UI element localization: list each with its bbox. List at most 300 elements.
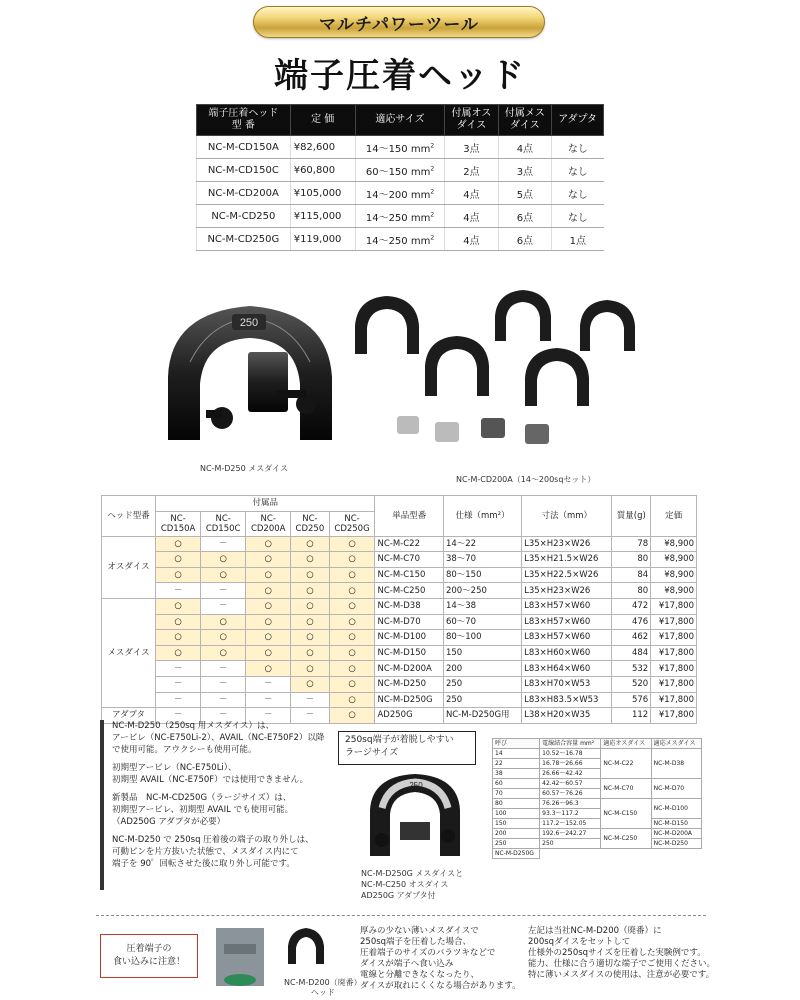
price-cell-text: 14～150 mm xyxy=(365,143,431,155)
price-cell-text: 6点 xyxy=(516,212,534,224)
fit-mark: ○ xyxy=(246,567,291,583)
photo-caption-right: NC-M-CD200A（14～200sqセット） xyxy=(456,475,596,484)
note-line: NC-M-D250（250sq 用メスダイス）は、 xyxy=(112,721,275,731)
price-cell-model xyxy=(197,136,291,159)
size-row xyxy=(493,829,702,839)
head-model-col: NC- CD150C xyxy=(201,511,246,536)
head-model-col: NC- CD200A xyxy=(246,511,291,536)
size-col-header: 適応オスダイス xyxy=(601,739,651,749)
fit-mark: ○ xyxy=(246,583,291,599)
fit-mark: ○ xyxy=(201,552,246,568)
example-text-line: 仕様外の250sqサイズを圧着した実験例です。 xyxy=(528,948,706,958)
price-cell-price xyxy=(290,205,355,228)
parts-col-header: 仕様（mm²） xyxy=(443,496,521,537)
parts-row xyxy=(102,661,697,677)
fit-mark: － xyxy=(201,708,246,724)
fit-mark: － xyxy=(156,661,201,677)
price-cell-model xyxy=(197,182,291,205)
size-capacity: 10.52～16.78 xyxy=(540,749,601,759)
parts-cell-part: NC-M-D70 xyxy=(375,614,443,630)
fit-mark: ○ xyxy=(246,645,291,661)
size-capacity: 250 xyxy=(540,839,601,849)
price-cell-adapter xyxy=(552,159,604,182)
parts-cell-mass: 532 xyxy=(612,661,651,677)
fit-mark: － xyxy=(291,708,329,724)
price-cell-size xyxy=(355,182,445,205)
price-cell-female xyxy=(498,136,551,159)
price-cell-male xyxy=(445,136,498,159)
parts-row xyxy=(102,598,697,614)
price-cell-text: 4点 xyxy=(516,143,534,155)
price-cell-text: 14～250 mm xyxy=(365,235,431,247)
price-row xyxy=(197,205,604,228)
warning-text-line: ダイスが端子へ食い込み xyxy=(360,959,454,969)
price-cell-size xyxy=(355,228,445,251)
parts-cell-spec: 250 xyxy=(443,676,521,692)
price-row xyxy=(197,228,604,251)
price-cell-text: 5点 xyxy=(516,189,534,201)
parts-row xyxy=(102,536,697,552)
compatibility-notes xyxy=(100,720,330,890)
price-cell-text: なし xyxy=(567,166,588,178)
die-size-label: 250 xyxy=(239,317,259,329)
fit-mark: ○ xyxy=(329,536,375,552)
fit-mark: ○ xyxy=(329,614,375,630)
price-cell-text: NC-M-CD200A xyxy=(207,187,279,199)
fit-mark: － xyxy=(201,536,246,552)
size-row xyxy=(493,819,702,829)
warning-text-line: 圧着端子のサイズのバラツキなどで xyxy=(360,948,496,958)
fit-mark: ○ xyxy=(156,552,201,568)
size-row xyxy=(493,749,702,759)
parts-cell-price: ¥8,900 xyxy=(651,583,697,599)
parts-col-header: 定価 xyxy=(651,496,697,537)
parts-cell-dim: L83×H83.5×W53 xyxy=(522,692,612,708)
parts-cell-dim: L35×H23×W26 xyxy=(522,536,612,552)
warning-text-line: ダイスが取れにくくなる場合があります。 xyxy=(360,981,521,991)
parts-row xyxy=(102,692,697,708)
price-cell-adapter xyxy=(552,182,604,205)
size-name: 38 xyxy=(493,769,540,779)
unit-superscript: 2 xyxy=(430,211,435,219)
parts-cell-price: ¥17,800 xyxy=(651,645,697,661)
fit-mark: ○ xyxy=(291,598,329,614)
example-text-line: 特に薄いメスダイスの使用は、注意が必要です。 xyxy=(528,970,715,980)
price-cell-female xyxy=(498,159,551,182)
parts-cell-price: ¥8,900 xyxy=(651,552,697,568)
fit-mark: － xyxy=(246,692,291,708)
fit-mark: ○ xyxy=(291,630,329,646)
parts-group-label: アダプタ xyxy=(102,708,156,724)
fit-mark: ○ xyxy=(329,692,375,708)
fit-mark: ○ xyxy=(291,645,329,661)
note-line: 初期型 AVAIL（NC-E750F）では使用できません。 xyxy=(112,775,309,785)
price-col-header: 付属メス ダイス xyxy=(498,105,551,136)
price-cell-female xyxy=(498,205,551,228)
size-row xyxy=(493,799,702,809)
price-cell-text: 4点 xyxy=(463,212,480,224)
fit-mark: ○ xyxy=(329,583,375,599)
fit-mark: ○ xyxy=(291,536,329,552)
price-cell-size xyxy=(355,205,445,228)
price-cell-text: なし xyxy=(567,143,588,155)
parts-cell-part: AD250G xyxy=(375,708,443,724)
fit-mark: ○ xyxy=(201,630,246,646)
large-size-callout xyxy=(338,731,476,765)
size-table xyxy=(492,738,702,859)
note-line: 初期型アービレ（NC-E750Li）、 xyxy=(112,763,237,773)
fit-mark: ○ xyxy=(291,614,329,630)
size-name: 60 xyxy=(493,779,540,789)
parts-row xyxy=(102,567,697,583)
price-cell-text: 4点 xyxy=(463,235,480,247)
parts-cell-spec: 200 xyxy=(443,661,521,677)
price-cell-size xyxy=(355,136,445,159)
unit-superscript: 2 xyxy=(430,234,435,242)
unit-superscript: 2 xyxy=(430,165,435,173)
fit-mark: ○ xyxy=(156,614,201,630)
price-cell-text: NC-M-CD150A xyxy=(207,141,279,153)
price-cell-text: ¥115,000 xyxy=(293,210,342,222)
fit-mark: － xyxy=(156,708,201,724)
fit-mark: ○ xyxy=(246,614,291,630)
fit-mark: － xyxy=(246,676,291,692)
parts-group-label: オスダイス xyxy=(102,536,156,598)
parts-cell-dim: L83×H64×W60 xyxy=(522,661,612,677)
parts-cell-spec: 60～70 xyxy=(443,614,521,630)
banner-label: マルチパワーツール xyxy=(319,14,479,35)
brand-banner xyxy=(253,6,545,38)
parts-cell-dim: L83×H70×W53 xyxy=(522,676,612,692)
price-cell-price xyxy=(290,228,355,251)
parts-cell-spec: 250 xyxy=(443,692,521,708)
parts-cell-price: ¥17,800 xyxy=(651,630,697,646)
fit-mark: ○ xyxy=(156,630,201,646)
size-male-die: NC-M-C250 xyxy=(601,829,651,849)
parts-cell-mass: 84 xyxy=(612,567,651,583)
price-cell-male xyxy=(445,182,498,205)
mid-caption-line-1: NC-M-D250G メスダイスと xyxy=(361,869,464,878)
fit-mark: ○ xyxy=(329,630,375,646)
price-cell-text: なし xyxy=(567,212,588,224)
size-female-die: NC-M-D150 xyxy=(651,819,701,829)
parts-cell-dim: L38×H20×W35 xyxy=(522,708,612,724)
size-name: 70 xyxy=(493,789,540,799)
fit-mark: ○ xyxy=(156,598,201,614)
price-table-header xyxy=(197,105,604,136)
fit-mark: ○ xyxy=(201,614,246,630)
parts-cell-price: ¥17,800 xyxy=(651,676,697,692)
example-text-line: 左記は当社NC-M-D200（廃番）に xyxy=(528,926,662,936)
bottom-warning-text xyxy=(360,926,530,992)
fit-mark: ○ xyxy=(246,661,291,677)
fit-mark: ○ xyxy=(329,661,375,677)
size-female-die: NC-M-D200A xyxy=(651,829,701,839)
price-cell-adapter xyxy=(552,228,604,251)
size-capacity: 60.57～76.26 xyxy=(540,789,601,799)
price-row xyxy=(197,136,604,159)
price-cell-text: NC-M-CD250 xyxy=(211,210,276,222)
price-cell-model xyxy=(197,205,291,228)
note-line: （AD250G アダプタが必要） xyxy=(112,817,226,827)
parts-cell-part: NC-M-D100 xyxy=(375,630,443,646)
page-title: 端子圧着ヘッド xyxy=(274,56,526,96)
parts-cell-spec: 200～250 xyxy=(443,583,521,599)
parts-cell-spec: 80～100 xyxy=(443,630,521,646)
size-name: 14 xyxy=(493,749,540,759)
price-cell-model xyxy=(197,228,291,251)
parts-cell-price: ¥17,800 xyxy=(651,692,697,708)
price-cell-text: 1点 xyxy=(569,235,586,247)
price-cell-price xyxy=(290,159,355,182)
price-col-header: アダプタ xyxy=(552,105,604,136)
price-col-header: 端子圧着ヘッド 型 番 xyxy=(197,105,291,136)
product-photo-d200 xyxy=(210,924,340,986)
unit-superscript: 2 xyxy=(430,188,435,196)
price-cell-model xyxy=(197,159,291,182)
head-model-col: NC- CD150A xyxy=(156,511,201,536)
fit-mark: － xyxy=(156,583,201,599)
parts-cell-spec: 80～150 xyxy=(443,567,521,583)
price-cell-text: NC-M-CD150C xyxy=(207,164,279,176)
size-row xyxy=(493,839,702,849)
parts-cell-part: NC-M-D200A xyxy=(375,661,443,677)
size-name: 250 xyxy=(493,839,540,849)
price-row xyxy=(197,159,604,182)
parts-cell-dim: L35×H21.5×W26 xyxy=(522,552,612,568)
size-name: 150 xyxy=(493,819,540,829)
parts-cell-part: NC-M-D150 xyxy=(375,645,443,661)
callout-line-1: 250sq端子が着脱しやすい xyxy=(345,735,454,745)
size-capacity: 117.2～152.05 xyxy=(540,819,601,829)
mid-caption-line-3: AD250G アダプタ付 xyxy=(361,891,436,900)
fit-mark: ○ xyxy=(201,645,246,661)
parts-cell-mass: 80 xyxy=(612,552,651,568)
price-cell-text: ¥105,000 xyxy=(293,187,342,199)
price-cell-female xyxy=(498,182,551,205)
parts-cell-dim: L35×H22.5×W26 xyxy=(522,567,612,583)
parts-group-label: メスダイス xyxy=(102,598,156,707)
parts-col-header: 単品型番 xyxy=(375,496,443,537)
price-table xyxy=(196,104,604,251)
size-female-die: NC-M-D70 xyxy=(651,779,701,799)
parts-col-header: 質量(g) xyxy=(612,496,651,537)
price-cell-male xyxy=(445,159,498,182)
warning-text-line: 250sq端子を圧着した場合、 xyxy=(360,937,472,947)
size-name: 22 xyxy=(493,759,540,769)
fit-mark: － xyxy=(291,692,329,708)
parts-row xyxy=(102,645,697,661)
fit-mark: ○ xyxy=(156,645,201,661)
product-photo-d250 xyxy=(150,292,350,452)
callout-line-2: ラージサイズ xyxy=(345,748,399,758)
size-male-die: NC-M-C22 xyxy=(601,749,651,779)
price-col-header: 付属オス ダイス xyxy=(445,105,498,136)
parts-cell-part: NC-M-D250G xyxy=(375,692,443,708)
size-col-header: 電線結合容量 mm² xyxy=(540,739,601,749)
size-female-die: NC-M-D100 xyxy=(651,799,701,819)
product-photo-set xyxy=(345,286,667,462)
parts-cell-spec: 150 xyxy=(443,645,521,661)
parts-cell-price: ¥17,800 xyxy=(651,661,697,677)
price-cell-text: 6点 xyxy=(516,235,534,247)
parts-cell-price: ¥17,800 xyxy=(651,598,697,614)
fit-mark: － xyxy=(201,598,246,614)
bottom-caption-line-1: NC-M-D200（廃番） xyxy=(284,978,362,987)
size-capacity: 76.26～96.3 xyxy=(540,799,601,809)
fit-mark: ○ xyxy=(291,567,329,583)
warning-text-line: 電線と分離できなくなったり、 xyxy=(360,970,480,980)
accessory-group-header: 付属品 xyxy=(156,496,375,512)
parts-row xyxy=(102,630,697,646)
note-line: NC-M-D250 で 250sq 圧着後の端子の取り外しは、 xyxy=(112,835,314,845)
parts-cell-spec: 38～70 xyxy=(443,552,521,568)
example-text-line: 能力、仕様に合う適切な端子でご使用ください。 xyxy=(528,959,716,969)
fit-mark: － xyxy=(201,676,246,692)
price-cell-text: 2点 xyxy=(463,166,480,178)
fit-mark: ○ xyxy=(246,598,291,614)
fit-mark: ○ xyxy=(291,552,329,568)
parts-cell-dim: L83×H57×W60 xyxy=(522,598,612,614)
parts-cell-mass: 112 xyxy=(612,708,651,724)
note-line: 可動ピンを片方抜いた状態で、メスダイス内にて xyxy=(112,847,299,857)
size-row xyxy=(493,849,702,859)
parts-col-header: 寸法（mm） xyxy=(522,496,612,537)
size-female-die: NC-M-D250G xyxy=(493,849,540,859)
size-row xyxy=(493,779,702,789)
warning-line-2: 食い込みに注意！ xyxy=(112,957,185,967)
example-text-line: 200sqダイスをセットして xyxy=(528,937,631,947)
price-cell-text: ¥119,000 xyxy=(293,233,342,245)
parts-cell-spec: 14～38 xyxy=(443,598,521,614)
fit-mark: ○ xyxy=(246,536,291,552)
size-capacity: 192.6～242.27 xyxy=(540,829,601,839)
head-model-header: ヘッド型番 xyxy=(102,496,156,537)
parts-cell-price: ¥8,900 xyxy=(651,536,697,552)
size-female-die: NC-M-D250 xyxy=(651,839,701,849)
size-male-die: NC-M-C150 xyxy=(601,799,651,829)
size-male-die: NC-M-C70 xyxy=(601,779,651,799)
fit-mark: － xyxy=(201,583,246,599)
parts-cell-part: NC-M-C70 xyxy=(375,552,443,568)
parts-cell-mass: 476 xyxy=(612,614,651,630)
parts-cell-part: NC-M-D38 xyxy=(375,598,443,614)
parts-header-row xyxy=(102,496,697,512)
parts-cell-price: ¥17,800 xyxy=(651,614,697,630)
price-cell-adapter xyxy=(552,136,604,159)
parts-cell-mass: 484 xyxy=(612,645,651,661)
fit-mark: ○ xyxy=(156,536,201,552)
fit-mark: ○ xyxy=(329,645,375,661)
bottom-example-text xyxy=(528,926,718,981)
fit-mark: ○ xyxy=(246,630,291,646)
product-photo-d250g xyxy=(360,770,470,862)
size-col-header: 呼び xyxy=(493,739,540,749)
price-cell-text: 14～200 mm xyxy=(365,189,431,201)
fit-mark: ○ xyxy=(291,676,329,692)
price-cell-text: NC-M-CD250G xyxy=(207,233,280,245)
size-capacity: 42.42～60.57 xyxy=(540,779,601,789)
price-cell-price xyxy=(290,136,355,159)
price-cell-text: ¥82,600 xyxy=(293,141,336,153)
parts-cell-mass: 576 xyxy=(612,692,651,708)
size-capacity: 26.66～42.42 xyxy=(540,769,601,779)
price-col-header: 定 価 xyxy=(290,105,355,136)
note-line: 端子を 90゜回転させた後に取り外し可能です。 xyxy=(112,859,295,869)
parts-cell-spec: NC-M-D250G用 xyxy=(443,708,521,724)
parts-cell-dim: L83×H57×W60 xyxy=(522,630,612,646)
price-cell-male xyxy=(445,205,498,228)
parts-cell-part: NC-M-D250 xyxy=(375,676,443,692)
parts-row xyxy=(102,614,697,630)
bottom-caption-line-2: ヘッド xyxy=(310,988,335,997)
parts-cell-price: ¥8,900 xyxy=(651,567,697,583)
parts-cell-dim: L35×H23×W26 xyxy=(522,583,612,599)
price-cell-text: 60～150 mm xyxy=(365,166,431,178)
note-line: 新製品 NC-M-CD250G（ラージサイズ）は、 xyxy=(112,793,292,803)
fit-mark: ○ xyxy=(329,598,375,614)
fit-mark: － xyxy=(201,661,246,677)
size-capacity: 16.78～26.66 xyxy=(540,759,601,769)
parts-row xyxy=(102,552,697,568)
parts-cell-part: NC-M-C150 xyxy=(375,567,443,583)
parts-row xyxy=(102,676,697,692)
fit-mark: ○ xyxy=(329,552,375,568)
fit-mark: ○ xyxy=(246,552,291,568)
unit-superscript: 2 xyxy=(430,142,435,150)
parts-cell-mass: 78 xyxy=(612,536,651,552)
mid-photo-caption xyxy=(361,868,463,901)
mid-caption-line-2: NC-M-C250 オスダイス xyxy=(361,880,449,889)
price-row xyxy=(197,182,604,205)
fit-mark: ○ xyxy=(201,567,246,583)
price-cell-size xyxy=(355,159,445,182)
price-cell-text: なし xyxy=(567,189,588,201)
fit-mark: － xyxy=(246,708,291,724)
note-line: アービレ（NC-E750Li-2）、AVAIL（NC-E750F2）以降 xyxy=(112,733,325,743)
parts-cell-mass: 462 xyxy=(612,630,651,646)
parts-cell-spec: 14～22 xyxy=(443,536,521,552)
fit-mark: ○ xyxy=(329,708,375,724)
price-cell-female xyxy=(498,228,551,251)
parts-cell-dim: L83×H60×W60 xyxy=(522,645,612,661)
price-cell-adapter xyxy=(552,205,604,228)
fit-mark: ○ xyxy=(329,676,375,692)
size-name: 100 xyxy=(493,809,540,819)
warning-box xyxy=(100,934,198,978)
fit-mark: ○ xyxy=(291,661,329,677)
fit-mark: ○ xyxy=(329,567,375,583)
size-name: 80 xyxy=(493,799,540,809)
parts-cell-price: ¥17,800 xyxy=(651,708,697,724)
price-cell-price xyxy=(290,182,355,205)
price-cell-text: ¥60,800 xyxy=(293,164,336,176)
bottom-photo-caption xyxy=(284,978,362,998)
fit-mark: ○ xyxy=(156,567,201,583)
size-name: 200 xyxy=(493,829,540,839)
price-cell-text: 4点 xyxy=(463,189,480,201)
size-col-header: 適応メスダイス xyxy=(651,739,701,749)
fit-mark: ○ xyxy=(291,583,329,599)
price-cell-male xyxy=(445,228,498,251)
parts-cell-dim: L83×H57×W60 xyxy=(522,614,612,630)
price-col-header: 適応サイズ xyxy=(355,105,445,136)
warning-text-line: 厚みの少ない薄いメスダイスで xyxy=(360,926,479,936)
note-line: で使用可能。アウクシーも使用可能。 xyxy=(112,745,257,755)
price-cell-text: 3点 xyxy=(463,143,480,155)
size-capacity: 93.3～117.2 xyxy=(540,809,601,819)
parts-table xyxy=(101,495,697,724)
